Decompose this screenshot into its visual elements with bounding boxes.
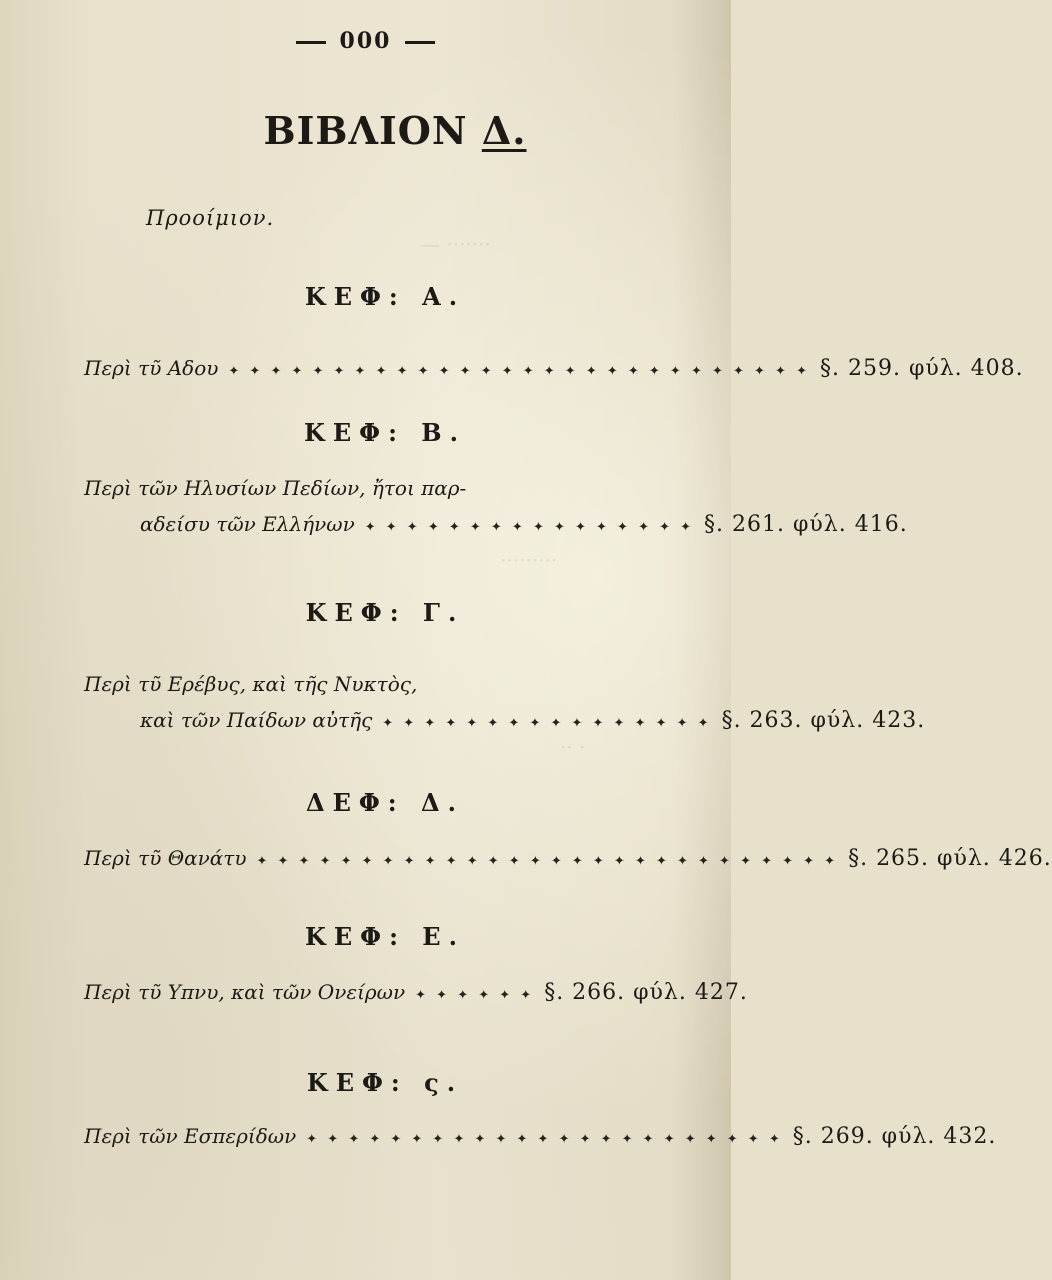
book-title-letter: Δ. xyxy=(481,108,527,153)
prooimion-entry: Προοίμιον. xyxy=(146,206,275,230)
dot-leader: ✦ ✦ ✦ ✦ ✦ ✦ xyxy=(415,988,535,1003)
toc-entry-reference: §. 266. φύλ. 427. xyxy=(544,980,748,1005)
toc-entry xyxy=(84,356,1024,392)
folio xyxy=(0,28,731,54)
toc-entry-text: Περὶ τῦ Υπνυ, καὶ τῶν Ονείρων xyxy=(84,980,406,1004)
dot-leader: ✦ ✦ ✦ ✦ ✦ ✦ ✦ ✦ ✦ ✦ ✦ ✦ ✦ ✦ ✦ ✦ ✦ ✦ ✦ ✦ ✦ ✦ ✦ xyxy=(306,1132,783,1147)
toc-entry-reference: §. 259. φύλ. 408. xyxy=(819,356,1024,381)
dot-leader: ✦ ✦ ✦ ✦ ✦ ✦ ✦ ✦ ✦ ✦ ✦ ✦ ✦ ✦ ✦ ✦ xyxy=(364,520,695,535)
toc-entry-text: αδείσυ τῶν Ελλήνων xyxy=(140,512,355,536)
toc-entry-reference: §. 269. φύλ. 432. xyxy=(792,1124,997,1149)
toc-entry-text: Περὶ τῶν Ηλυσίων Πεδίων, ἤτοι παρ- xyxy=(84,476,467,500)
chapter-heading: ΚΕΦ: ς. xyxy=(306,1068,464,1097)
folio-dash-left xyxy=(296,41,326,44)
folio-dash-right xyxy=(405,41,435,44)
toc-entry xyxy=(84,980,748,1016)
chapter-heading: ΔΕΦ: Δ. xyxy=(305,788,464,817)
toc-entry xyxy=(84,846,1052,882)
toc-entry xyxy=(84,672,926,744)
toc-entry-text: καὶ τῶν Παίδων αὐτῆς xyxy=(140,708,373,732)
show-through-text: — ······· xyxy=(420,232,491,256)
folio-number: 000 xyxy=(339,28,392,54)
show-through-text: ········· xyxy=(500,548,558,572)
toc-entry-reference: §. 261. φύλ. 416. xyxy=(704,512,908,537)
toc-entry-text: Περὶ τῶν Εσπερίδων xyxy=(84,1124,297,1148)
toc-entry-reference: §. 265. φύλ. 426. xyxy=(848,846,1052,871)
book-title xyxy=(0,108,790,153)
toc-entry-reference: §. 263. φύλ. 423. xyxy=(721,708,926,733)
toc-entry xyxy=(84,1124,997,1160)
book-title-word: ΒΙΒΛΙΟΝ xyxy=(263,108,468,153)
toc-entry-text: Περὶ τῦ Αδου xyxy=(84,356,219,380)
chapter-heading: ΚΕΦ: Α. xyxy=(304,282,466,311)
show-through-text: ·· · xyxy=(560,735,586,759)
chapter-heading: ΚΕΦ: Β. xyxy=(304,418,466,447)
chapter-heading: ΚΕΦ: Γ. xyxy=(305,598,465,627)
toc-entry-text: Περὶ τῦ Ερέβυς, καὶ τῆς Νυκτὸς, xyxy=(84,672,418,696)
toc-entry-text: Περὶ τῦ Θανάτυ xyxy=(84,846,247,870)
dot-leader: ✦ ✦ ✦ ✦ ✦ ✦ ✦ ✦ ✦ ✦ ✦ ✦ ✦ ✦ ✦ ✦ ✦ ✦ ✦ ✦ ✦ ✦ ✦ ✦ ✦ ✦ ✦ ✦ xyxy=(228,364,810,379)
chapter-heading: ΚΕΦ: Ε. xyxy=(305,922,465,951)
dot-leader: ✦ ✦ ✦ ✦ ✦ ✦ ✦ ✦ ✦ ✦ ✦ ✦ ✦ ✦ ✦ ✦ ✦ ✦ ✦ ✦ ✦ ✦ ✦ ✦ ✦ ✦ ✦ ✦ xyxy=(256,854,839,869)
toc-entry xyxy=(84,476,908,548)
dot-leader: ✦ ✦ ✦ ✦ ✦ ✦ ✦ ✦ ✦ ✦ ✦ ✦ ✦ ✦ ✦ ✦ xyxy=(382,716,712,731)
